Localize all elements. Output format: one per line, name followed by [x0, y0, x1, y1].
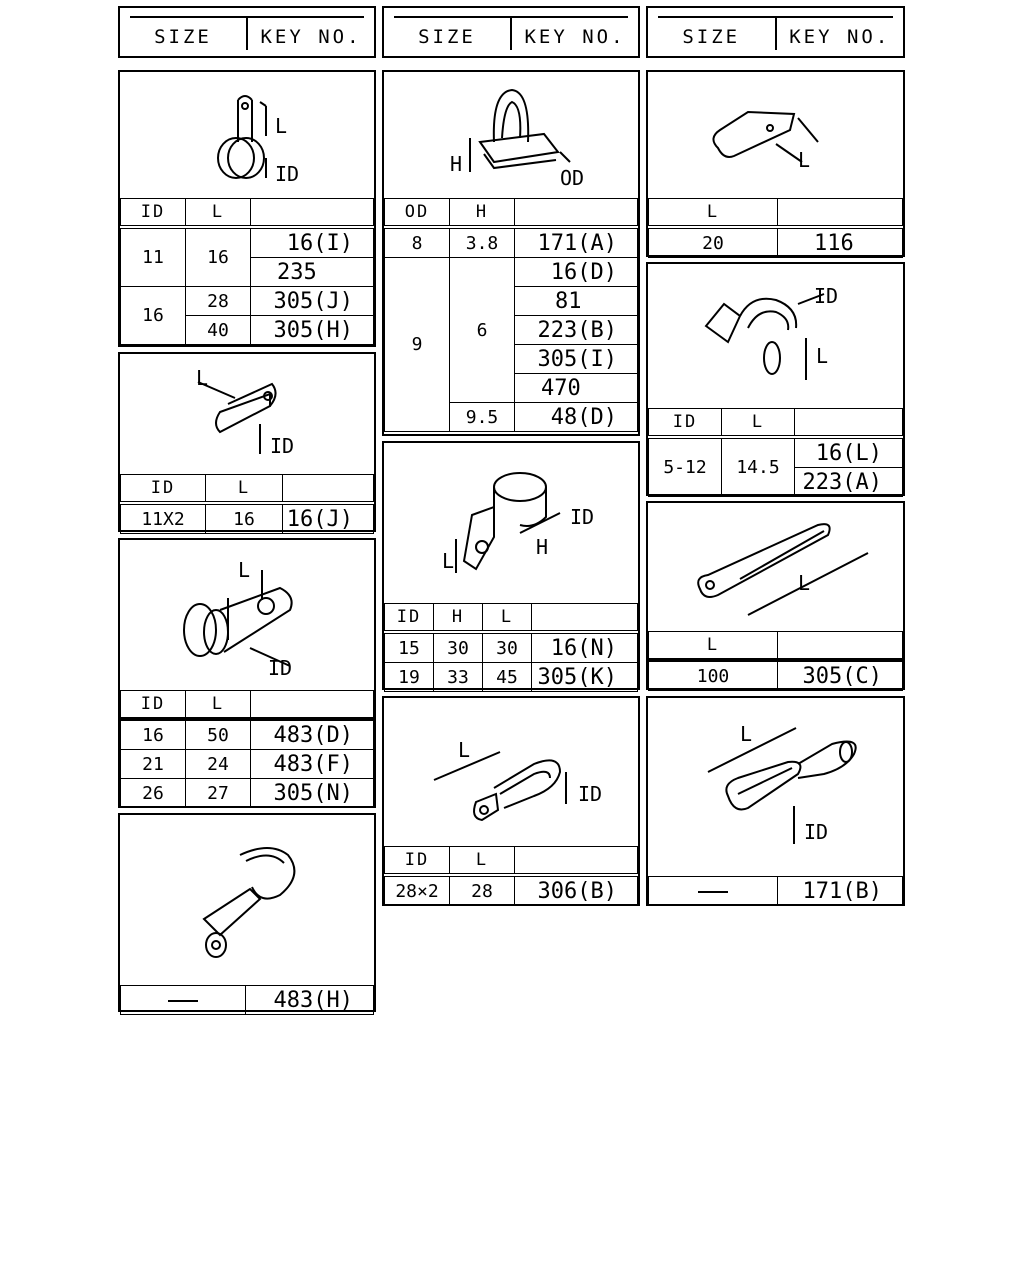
dim-l-label: L [740, 722, 753, 746]
cell-id: 15 [385, 632, 434, 663]
col-header: H [434, 604, 483, 633]
clip-b-figure [120, 354, 374, 474]
clip-e-panel [382, 70, 640, 436]
col-header [251, 691, 374, 720]
cell-l: 16 [186, 227, 251, 287]
cell-l: 20 [649, 227, 778, 258]
col-header: ID [649, 409, 722, 438]
cell-od: 8 [385, 227, 450, 258]
cell-l: 16 [206, 503, 283, 534]
cell-h: 9.5 [450, 403, 515, 432]
cell-l: 28 [450, 875, 515, 906]
dim-id-label: ID [570, 505, 595, 529]
dim-l-label: L [816, 344, 829, 368]
col-header [795, 409, 903, 438]
cell-id: 21 [121, 750, 186, 779]
clip-j-panel [646, 501, 905, 690]
col-header [251, 199, 374, 228]
cell-id: 11X2 [121, 503, 206, 534]
clip-f-panel [382, 441, 640, 690]
cell-id: 28×2 [385, 875, 450, 906]
clip-h-panel [646, 70, 905, 257]
col-header: OD [385, 199, 450, 228]
size-header: SIZE [384, 16, 512, 50]
key-no-header: KEY NO. [524, 26, 626, 48]
clip-e-figure [384, 72, 638, 198]
col-header: L [649, 632, 778, 661]
dash-mark [698, 891, 728, 893]
col-header [532, 604, 638, 633]
dim-h-label: H [450, 152, 463, 176]
col-header: L [450, 847, 515, 876]
clip-c-panel [118, 538, 376, 808]
cell-h: 33 [434, 663, 483, 692]
cell-l: 100 [649, 660, 778, 691]
clip-b-panel [118, 352, 376, 532]
cell-id: 11 [121, 227, 186, 287]
cell-id: 5-12 [649, 437, 722, 497]
col-header [283, 475, 374, 504]
clip-k-panel [646, 696, 905, 906]
cell-key: 171(A) [515, 227, 638, 258]
clip-a-figure [120, 72, 374, 198]
cell-h: 30 [434, 632, 483, 663]
dim-id-label: ID [578, 782, 603, 806]
cell-key: 305(I) [515, 345, 638, 374]
col-header: H [450, 199, 515, 228]
cell-key: 235 [251, 258, 374, 287]
size-header: SIZE [648, 16, 777, 50]
dim-od-label: OD [560, 166, 585, 190]
cell-id: 19 [385, 663, 434, 692]
col-header [778, 199, 903, 228]
clip-c-figure [120, 540, 374, 690]
header-col3 [646, 6, 905, 58]
clip-d-panel [118, 813, 376, 1012]
clip-d-figure [120, 815, 374, 985]
dash-mark [168, 1000, 198, 1002]
col-header: ID [121, 475, 206, 504]
dim-id-label: ID [275, 162, 300, 186]
cell-key: 171(B) [778, 877, 903, 906]
col-header: ID [385, 604, 434, 633]
cell-key: 483(F) [251, 750, 374, 779]
cell-key: 306(B) [515, 875, 638, 906]
clip-f-figure [384, 443, 638, 603]
dim-id-label: ID [270, 434, 295, 458]
cell-l: 27 [186, 779, 251, 808]
dash-cell [121, 986, 246, 1015]
cell-h: 6 [450, 258, 515, 403]
cell-key: 470 [515, 374, 638, 403]
cell-key: 483(D) [251, 719, 374, 750]
dim-l-label: L [196, 366, 209, 390]
cell-id: 16 [121, 719, 186, 750]
col-header: L [186, 691, 251, 720]
cell-key: 223(B) [515, 316, 638, 345]
clip-g-figure [384, 698, 638, 848]
size-header: SIZE [120, 16, 248, 50]
clip-i-figure [648, 264, 903, 408]
cell-h: 3.8 [450, 227, 515, 258]
col-header: L [206, 475, 283, 504]
clip-a-panel [118, 70, 376, 347]
clip-g-panel [382, 696, 640, 906]
key-no-header: KEY NO. [789, 26, 891, 48]
cell-key: 305(K) [532, 663, 638, 692]
cell-key: 16(N) [532, 632, 638, 663]
dim-id-label: ID [814, 284, 839, 308]
cell-l: 14.5 [722, 437, 795, 497]
dash-cell [649, 877, 778, 906]
col-header: L [483, 604, 532, 633]
clip-i-panel [646, 262, 905, 496]
dim-l-label: L [238, 558, 251, 582]
cell-l: 28 [186, 287, 251, 316]
cell-key: 16(J) [283, 503, 374, 534]
dim-h-label: H [536, 535, 549, 559]
col-header: L [722, 409, 795, 438]
col-header: ID [121, 199, 186, 228]
dim-l-label: L [798, 571, 811, 595]
clip-h-figure [648, 72, 903, 198]
col-header: ID [385, 847, 450, 876]
cell-key: 48(D) [515, 403, 638, 432]
header-col2 [382, 6, 640, 58]
col-header: ID [121, 691, 186, 720]
cell-l: 50 [186, 719, 251, 750]
col-header: L [186, 199, 251, 228]
dim-l-label: L [275, 114, 288, 138]
header-col1 [118, 6, 376, 58]
cell-l: 24 [186, 750, 251, 779]
cell-l: 45 [483, 663, 532, 692]
dim-l-label: L [458, 738, 471, 762]
col-header [778, 632, 903, 661]
dim-id-label: ID [268, 656, 293, 680]
clip-k-figure [648, 698, 903, 876]
cell-key: 16(L) [795, 437, 903, 468]
cell-key: 305(H) [251, 316, 374, 345]
cell-od: 9 [385, 258, 450, 432]
cell-id: 26 [121, 779, 186, 808]
col-header [515, 847, 638, 876]
key-no-header: KEY NO. [260, 26, 362, 48]
dim-id-label: ID [804, 820, 829, 844]
cell-key: 305(C) [778, 660, 903, 691]
dim-l-label: L [798, 148, 811, 172]
cell-id: 16 [121, 287, 186, 345]
cell-l: 30 [483, 632, 532, 663]
cell-key: 223(A) [795, 468, 903, 497]
cell-key: 116 [778, 227, 903, 258]
cell-key: 305(N) [251, 779, 374, 808]
cell-key: 16(D) [515, 258, 638, 287]
col-header [515, 199, 638, 228]
cell-l: 40 [186, 316, 251, 345]
dim-l-label: L [442, 549, 455, 573]
cell-key: 81 [515, 287, 638, 316]
clip-j-figure [648, 503, 903, 633]
cell-key: 16(I) [251, 227, 374, 258]
cell-key: 305(J) [251, 287, 374, 316]
cell-key: 483(H) [246, 986, 374, 1015]
col-header: L [649, 199, 778, 228]
